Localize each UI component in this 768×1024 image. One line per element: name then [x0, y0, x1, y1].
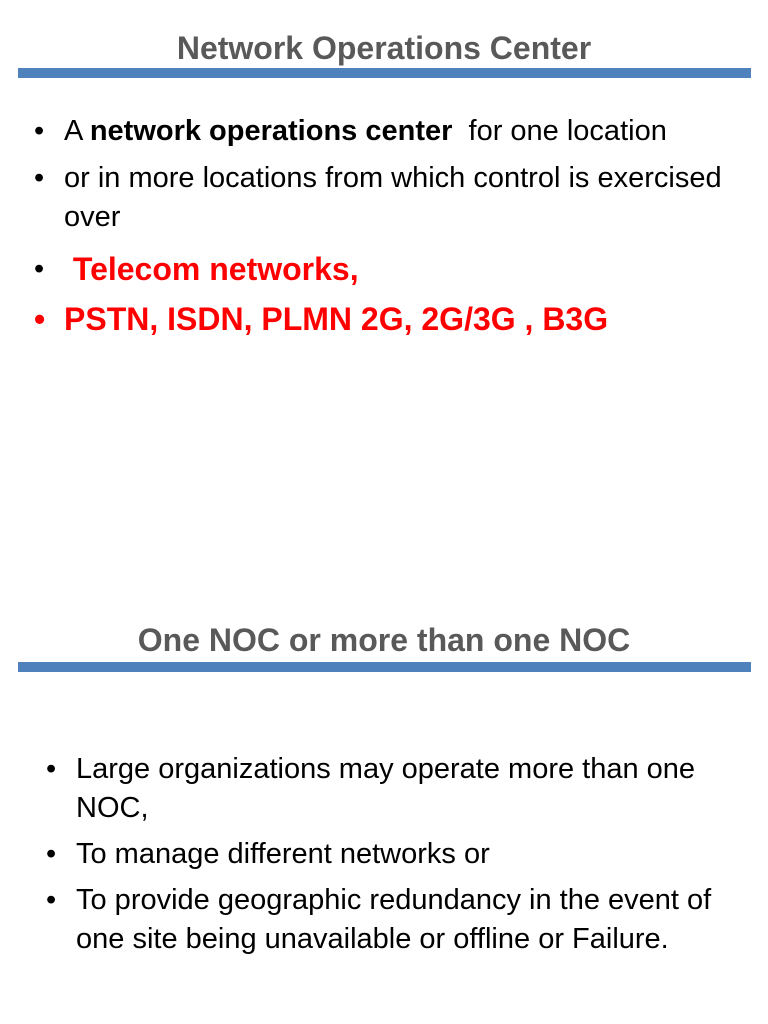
bullet-text-suffix: for one location	[452, 115, 667, 147]
slide-one-noc-or-more	[0, 512, 768, 1024]
bullet-item	[34, 159, 734, 237]
bullet-dot: •	[46, 753, 57, 785]
slide-title: Network Operations Center	[176, 30, 592, 66]
bullet-dot: •	[34, 115, 45, 147]
bullet-item-highlight	[34, 247, 734, 291]
bullet-item	[46, 750, 746, 828]
slide-title: One NOC or more than one NOC	[137, 622, 631, 658]
bullet-text: Telecom networks,	[64, 251, 359, 287]
bullet-item	[34, 112, 734, 151]
bullet-dot: •	[34, 253, 45, 285]
bullet-list	[46, 750, 746, 966]
bullet-dot: •	[34, 162, 45, 194]
bullet-item	[46, 835, 746, 874]
bullet-text-prefix: A	[64, 115, 90, 147]
bullet-dot: •	[34, 301, 46, 337]
bullet-text: or in more locations from which control is exercised over	[64, 162, 722, 233]
title-underline-bar	[18, 662, 751, 672]
bullet-dot: •	[46, 884, 57, 916]
bullet-text: To provide geographic redundancy in the event of one site being unavailable or offline or Failure.	[76, 884, 712, 955]
title-underline-bar	[18, 68, 751, 78]
bullet-item	[46, 881, 746, 959]
bullet-item-highlight	[34, 297, 734, 341]
bullet-text-bold: network operations center	[89, 115, 453, 147]
bullet-dot: •	[46, 838, 57, 870]
bullet-text: Large organizations may operate more than one NOC,	[76, 753, 696, 824]
bullet-text: PSTN, ISDN, PLMN 2G, 2G/3G , B3G	[64, 301, 609, 337]
bullet-text: To manage different networks or	[76, 838, 490, 870]
bullet-list	[34, 112, 734, 341]
